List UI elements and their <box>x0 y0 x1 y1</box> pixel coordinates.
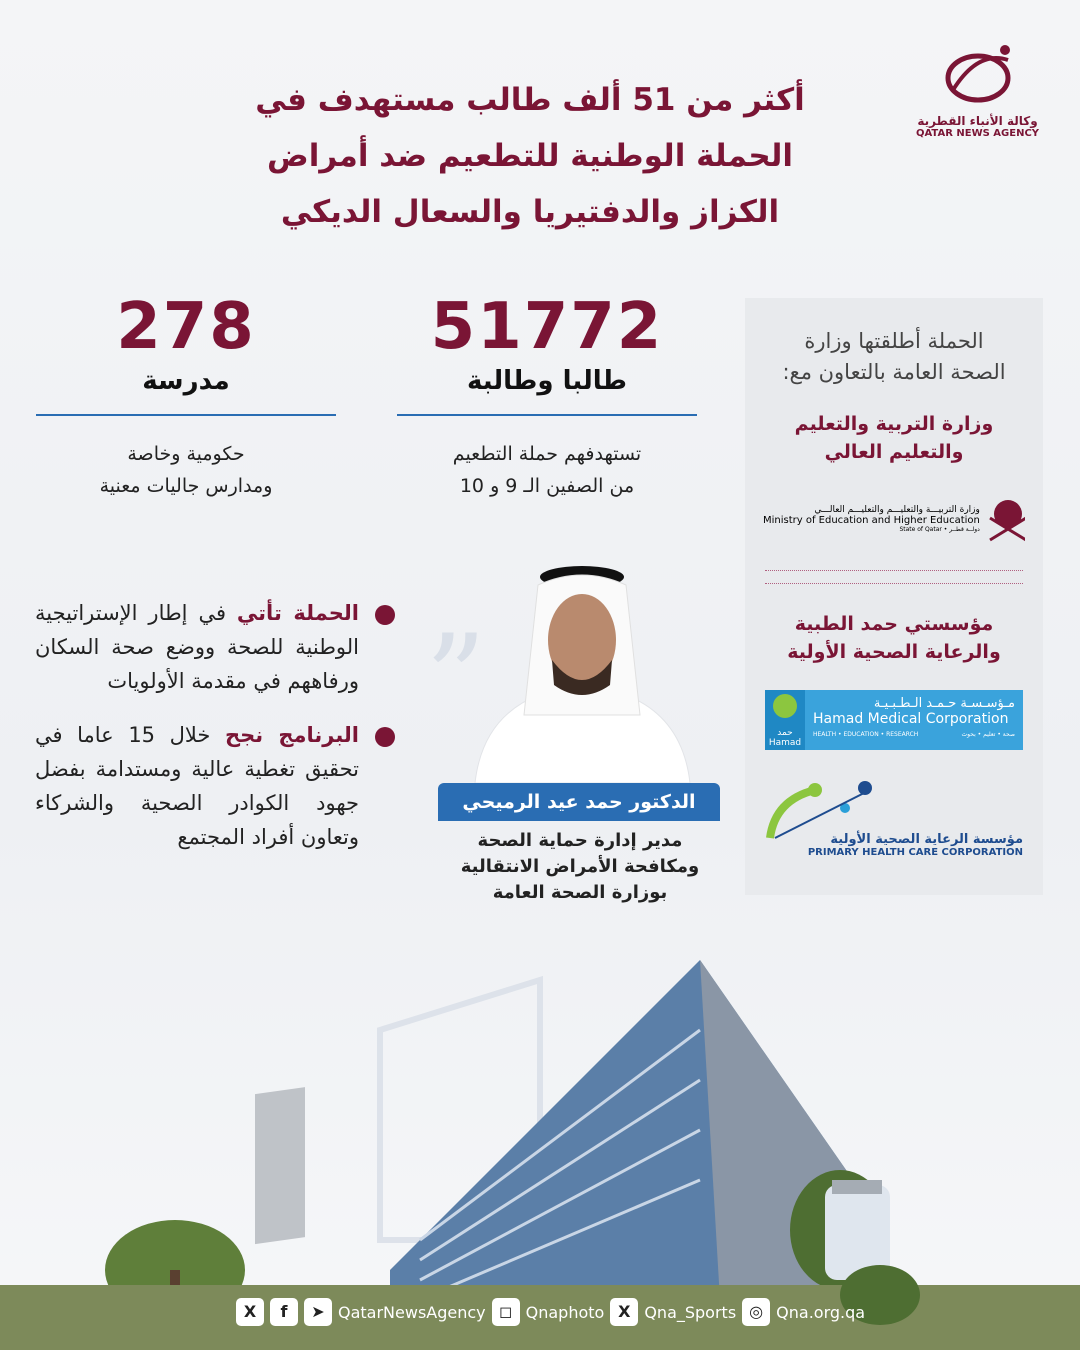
title-line: أكثر من 51 ألف طالب مستهدف في <box>255 82 805 118</box>
logo-english: QATAR NEWS AGENCY <box>915 128 1040 139</box>
doctor-title-line: مدير إدارة حماية الصحة <box>477 830 683 851</box>
bullet-list <box>35 596 397 874</box>
hmc-tag-ar: صحة • تعليم • بحوث <box>961 731 1015 738</box>
bullet-dot <box>375 605 395 625</box>
telegram-icon[interactable]: ➤ <box>304 1298 332 1326</box>
bullet-lead: الحملة تأتي <box>236 601 359 625</box>
stat-number: 51772 <box>430 290 664 364</box>
hmc-ar: مـؤسـسـة حـمـد الـطـبـيـة <box>873 696 1015 711</box>
stat-number: 278 <box>116 290 256 364</box>
bullet-text: خلال 15 عاما في تحقيق تغطية عالية ومستدامة بفضل جهود الكوادر الصحية والشركاء وتعاون أفراد المجتمع <box>35 723 359 849</box>
stat-desc: تستهدفهم حملة التطعيم <box>452 443 642 465</box>
x-icon[interactable]: X <box>610 1298 638 1326</box>
divider <box>36 414 336 416</box>
stat-desc: ومدارس جاليات معنية <box>99 475 273 497</box>
divider <box>765 583 1023 584</box>
bullet-text: في إطار الإستراتيجية الوطنية للصحة ووضع صحة السكان ورفاههم في مقدمة الأولويات <box>35 601 359 693</box>
hmc-badge-en: Hamad <box>768 738 802 748</box>
partners-panel <box>745 298 1043 895</box>
bullet-dot <box>375 727 395 747</box>
instagram-icon[interactable]: ◻ <box>492 1298 520 1326</box>
phcc-ar: مؤسسة الرعاية الصحية الأولية <box>830 832 1023 847</box>
logo-arabic: وكالة الأنباء القطرية <box>917 114 1038 128</box>
doctor-photo <box>470 565 695 783</box>
title-line: الكزاز والدفتيريا والسعال الديكي <box>280 194 780 230</box>
stat-label: طالبا وطالبة <box>467 366 627 396</box>
hmc-badge-ar: حمد <box>777 728 793 738</box>
website-link[interactable]: Qna.org.qa <box>776 1302 866 1322</box>
qna-logo <box>915 40 1040 139</box>
bullet-lead: البرنامج نجح <box>225 723 360 747</box>
social-handle[interactable]: Qnaphoto <box>525 1302 605 1322</box>
panel-intro: الصحة العامة بالتعاون مع: <box>782 360 1006 384</box>
stat-label: مدرسة <box>142 366 230 396</box>
doctor-title-line: بوزارة الصحة العامة <box>492 882 668 903</box>
org-heading: والرعاية الصحية الأولية <box>787 641 1001 663</box>
bullet-item <box>35 596 397 698</box>
org-heading: والتعليم العالي <box>824 441 964 463</box>
bullet-item <box>35 718 397 854</box>
globe-icon[interactable]: ◎ <box>742 1298 770 1326</box>
stat-desc: من الصفين الـ 9 و 10 <box>459 475 635 497</box>
moehe-logo <box>763 494 1025 544</box>
quote-icon: ” <box>425 610 487 749</box>
doctor-title <box>430 828 730 906</box>
qatar-emblem-icon <box>986 494 1025 544</box>
x-icon[interactable]: X <box>236 1298 264 1326</box>
person-portrait-icon <box>470 565 695 783</box>
org-heading: وزارة التربية والتعليم <box>794 413 994 435</box>
hospital-building-illustration <box>0 940 1080 1350</box>
panel-intro: الحملة أطلقتها وزارة <box>804 329 984 353</box>
divider <box>397 414 697 416</box>
moehe-state: State of Qatar • دولــة قطــر <box>899 526 980 533</box>
org-heading: مؤسستي حمد الطبية <box>794 613 994 635</box>
title-line: الحملة الوطنية للتطعيم ضد أمراض <box>267 138 793 174</box>
hmc-logo <box>765 690 1023 750</box>
social-handle[interactable]: Qna_Sports <box>644 1302 737 1322</box>
facebook-icon[interactable]: f <box>270 1298 298 1326</box>
phcc-en: PRIMARY HEALTH CARE CORPORATION <box>807 847 1023 858</box>
doctor-name: الدكتور حمد عيد الرميحي <box>438 783 720 821</box>
qna-emblem-icon <box>933 40 1023 110</box>
divider <box>765 570 1023 571</box>
doctor-title-line: ومكافحة الأمراض الانتقالية <box>460 856 700 877</box>
leaf-icon <box>773 694 797 718</box>
stat-desc: حكومية وخاصة <box>127 443 245 465</box>
phcc-logo <box>765 780 1023 870</box>
moehe-ar: وزارة التربيـــة والتعليـــم والتعليـــم العالـــي <box>814 505 980 515</box>
social-handle[interactable]: QatarNewsAgency <box>338 1302 486 1322</box>
page-title <box>240 72 820 240</box>
moehe-en: Ministry of Education and Higher Education <box>763 515 980 526</box>
phcc-emblem-icon <box>765 780 875 840</box>
hmc-tag-en: HEALTH • EDUCATION • RESEARCH <box>813 731 919 738</box>
stat-schools <box>36 290 336 502</box>
hmc-en: Hamad Medical Corporation <box>813 711 1009 727</box>
stat-students <box>397 290 697 502</box>
social-bar <box>236 1298 865 1326</box>
